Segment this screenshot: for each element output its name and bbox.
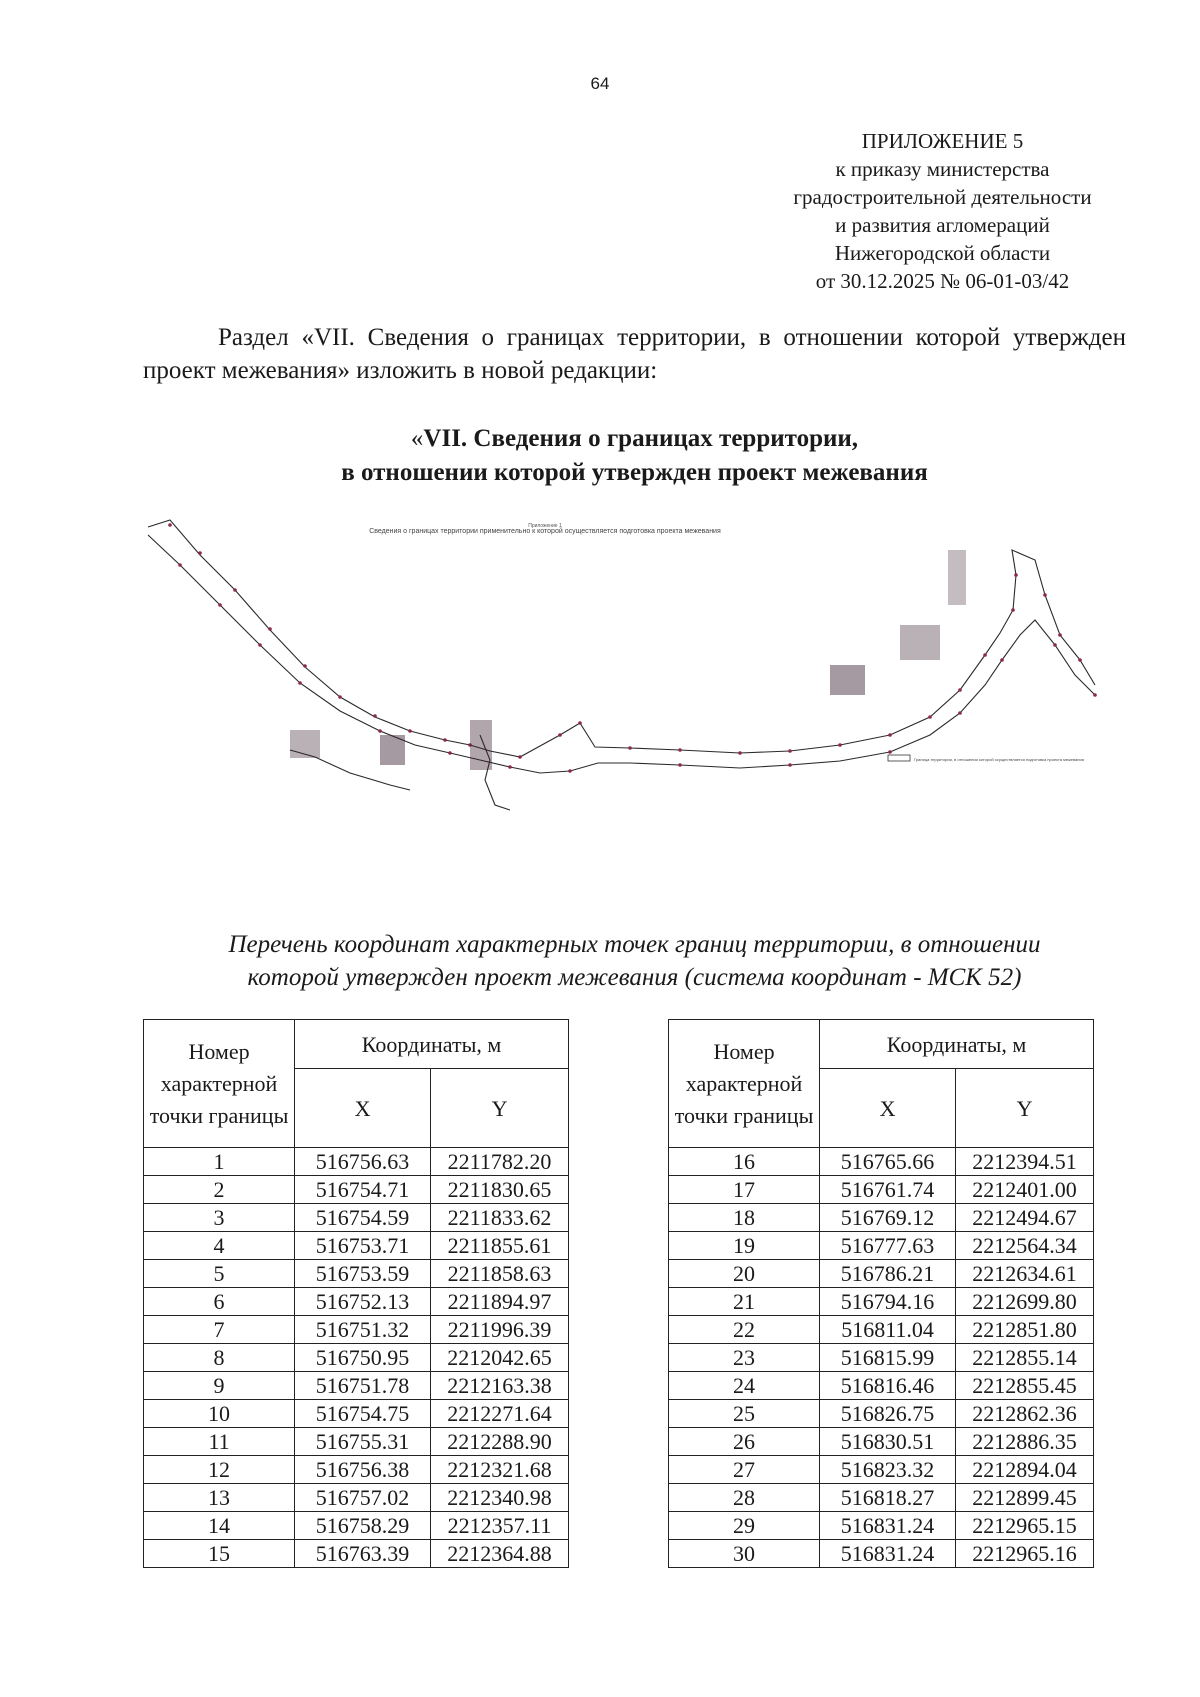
x-coordinate-cell: 516756.63 [295,1148,431,1176]
page-number: 64 [590,74,610,93]
table-row [144,1232,569,1260]
y-coordinate-cell: 2211782.20 [431,1148,569,1176]
table-row [144,1260,569,1288]
y-coordinate-cell: 2211855.61 [431,1232,569,1260]
dense-point-cluster-right [830,550,966,695]
y-coordinate-cell: 2212965.16 [956,1540,1094,1568]
appendix-date-number: от 30.12.2025 № 06-01-03/42 [815,269,1070,293]
point-number-cell: 19 [669,1232,820,1260]
point-number-cell: 20 [669,1260,820,1288]
point-number-cell: 18 [669,1204,820,1232]
appendix-line: к приказу министерства [835,157,1050,181]
y-coordinate-cell: 2211996.39 [431,1316,569,1344]
x-coordinate-cell: 516815.99 [820,1344,956,1372]
point-number-cell: 1 [144,1148,295,1176]
y-coordinate-cell: 2212699.80 [956,1288,1094,1316]
x-coordinate-cell: 516769.12 [820,1204,956,1232]
header-coordinates: Координаты, м [820,1020,1094,1069]
heading-line-1-text: VII. Сведения о границах территории, [423,425,859,452]
appendix-block [760,127,1125,295]
table-row [669,1400,1094,1428]
x-coordinate-cell: 516757.02 [295,1484,431,1512]
y-coordinate-cell: 2212899.45 [956,1484,1094,1512]
x-coordinate-cell: 516826.75 [820,1400,956,1428]
table-row [669,1428,1094,1456]
table-row [144,1400,569,1428]
x-coordinate-cell: 516754.75 [295,1400,431,1428]
x-coordinate-cell: 516823.32 [820,1456,956,1484]
point-number-cell: 21 [669,1288,820,1316]
point-number-cell: 2 [144,1176,295,1204]
subtitle-line-2: которой утвержден проект межевания (система координат - МСК 52) [247,964,1022,991]
y-coordinate-cell: 2211858.63 [431,1260,569,1288]
map-title-small: Приложение 1 [528,523,562,529]
point-number-cell: 5 [144,1260,295,1288]
y-coordinate-cell: 2212634.61 [956,1260,1094,1288]
point-number-cell: 23 [669,1344,820,1372]
x-coordinate-cell: 516751.32 [295,1316,431,1344]
y-coordinate-cell: 2212894.04 [956,1456,1094,1484]
point-number-cell: 27 [669,1456,820,1484]
y-coordinate-cell: 2212564.34 [956,1232,1094,1260]
y-coordinate-cell: 2212855.45 [956,1372,1094,1400]
x-coordinate-cell: 516753.71 [295,1232,431,1260]
x-coordinate-cell: 516786.21 [820,1260,956,1288]
table-row [669,1484,1094,1512]
point-number-cell: 14 [144,1512,295,1540]
table-row [144,1288,569,1316]
header-coordinates: Координаты, м [295,1020,569,1069]
x-coordinate-cell: 516754.59 [295,1204,431,1232]
point-number-cell: 16 [669,1148,820,1176]
x-coordinate-cell: 516777.63 [820,1232,956,1260]
point-number-cell: 9 [144,1372,295,1400]
header-y: Y [431,1069,569,1148]
header-x: X [820,1069,956,1148]
point-number-cell: 12 [144,1456,295,1484]
point-number-cell: 22 [669,1316,820,1344]
header-x: X [295,1069,431,1148]
x-coordinate-cell: 516751.78 [295,1372,431,1400]
y-coordinate-cell: 2211830.65 [431,1176,569,1204]
appendix-line: градостроительной деятельности [793,185,1092,209]
y-coordinate-cell: 2212494.67 [956,1204,1094,1232]
map-legend-text: Граница территории, в отношении которой осуществляется подготовка проекта межевания [914,757,1084,762]
table-row [144,1540,569,1568]
table-row [144,1316,569,1344]
territory-boundary-map [140,523,1125,875]
point-number-cell: 17 [669,1176,820,1204]
point-number-cell: 25 [669,1400,820,1428]
point-number-cell: 13 [144,1484,295,1512]
dense-point-cluster-left [290,720,492,770]
point-number-cell: 10 [144,1400,295,1428]
y-coordinate-cell: 2212163.38 [431,1372,569,1400]
y-coordinate-cell: 2212271.64 [431,1400,569,1428]
intro-paragraph: Раздел «VII. Сведения о границах территории, в отношении которой утвержден проект межевания» изложить в новой редакции: [143,324,1126,384]
point-number-cell: 8 [144,1344,295,1372]
x-coordinate-cell: 516830.51 [820,1428,956,1456]
table-row [669,1260,1094,1288]
table-row [144,1344,569,1372]
table-row [144,1456,569,1484]
table-row [144,1204,569,1232]
x-coordinate-cell: 516765.66 [820,1148,956,1176]
x-coordinate-cell: 516752.13 [295,1288,431,1316]
header-point-number: Номер характерной точки границы [669,1020,820,1148]
table-row [669,1176,1094,1204]
subtitle-line-1: Перечень координат характерных точек границ территории, в отношении [228,931,1041,958]
x-coordinate-cell: 516761.74 [820,1176,956,1204]
section-heading [143,422,1126,490]
x-coordinate-cell: 516811.04 [820,1316,956,1344]
coordinates-subtitle [143,928,1126,994]
table-row [669,1288,1094,1316]
x-coordinate-cell: 516756.38 [295,1456,431,1484]
table-row [144,1484,569,1512]
coordinates-table-right [668,1019,1094,1568]
y-coordinate-cell: 2212364.88 [431,1540,569,1568]
y-coordinate-cell: 2211833.62 [431,1204,569,1232]
x-coordinate-cell: 516754.71 [295,1176,431,1204]
table-row [669,1148,1094,1176]
map-legend [888,755,1084,762]
x-coordinate-cell: 516755.31 [295,1428,431,1456]
table-row [669,1232,1094,1260]
y-coordinate-cell: 2211894.97 [431,1288,569,1316]
table-row [144,1176,569,1204]
y-coordinate-cell: 2212394.51 [956,1148,1094,1176]
header-y: Y [956,1069,1094,1148]
y-coordinate-cell: 2212862.36 [956,1400,1094,1428]
x-coordinate-cell: 516831.24 [820,1540,956,1568]
table-row [669,1456,1094,1484]
table-row [669,1204,1094,1232]
x-coordinate-cell: 516763.39 [295,1540,431,1568]
x-coordinate-cell: 516758.29 [295,1512,431,1540]
table-row [669,1540,1094,1568]
heading-line-2: в отношении которой утвержден проект межевания [341,459,928,486]
y-coordinate-cell: 2212321.68 [431,1456,569,1484]
point-number-cell: 3 [144,1204,295,1232]
y-coordinate-cell: 2212288.90 [431,1428,569,1456]
point-number-cell: 7 [144,1316,295,1344]
appendix-line: и развития агломераций [835,213,1050,237]
appendix-title: ПРИЛОЖЕНИЕ 5 [861,129,1024,153]
heading-line-1 [143,422,1126,456]
point-number-cell: 28 [669,1484,820,1512]
x-coordinate-cell: 516831.24 [820,1512,956,1540]
rows-left [144,1148,569,1568]
header-point-number: Номер характерной точки границы [144,1020,295,1148]
coordinates-table-left [143,1019,569,1568]
x-coordinate-cell: 516753.59 [295,1260,431,1288]
appendix-line: Нижегородской области [834,241,1051,265]
table-row [669,1372,1094,1400]
y-coordinate-cell: 2212401.00 [956,1176,1094,1204]
point-number-cell: 24 [669,1372,820,1400]
y-coordinate-cell: 2212851.80 [956,1316,1094,1344]
point-number-cell: 15 [144,1540,295,1568]
point-number-cell: 11 [144,1428,295,1456]
point-number-cell: 30 [669,1540,820,1568]
point-number-cell: 26 [669,1428,820,1456]
table-row [144,1372,569,1400]
point-number-cell: 6 [144,1288,295,1316]
y-coordinate-cell: 2212965.15 [956,1512,1094,1540]
quote-mark: « [410,425,424,452]
table-row [144,1148,569,1176]
table-row [669,1316,1094,1344]
map-title: Сведения о границах территории применительно к которой осуществляется подготовка проекта межевания [369,528,721,535]
rows-right [669,1148,1094,1568]
point-number-cell: 4 [144,1232,295,1260]
y-coordinate-cell: 2212340.98 [431,1484,569,1512]
x-coordinate-cell: 516816.46 [820,1372,956,1400]
point-number-cell: 29 [669,1512,820,1540]
y-coordinate-cell: 2212042.65 [431,1344,569,1372]
table-row [144,1428,569,1456]
table-row [669,1344,1094,1372]
y-coordinate-cell: 2212886.35 [956,1428,1094,1456]
x-coordinate-cell: 516794.16 [820,1288,956,1316]
y-coordinate-cell: 2212855.14 [956,1344,1094,1372]
y-coordinate-cell: 2212357.11 [431,1512,569,1540]
table-row [144,1512,569,1540]
x-coordinate-cell: 516818.27 [820,1484,956,1512]
x-coordinate-cell: 516750.95 [295,1344,431,1372]
table-row [669,1512,1094,1540]
